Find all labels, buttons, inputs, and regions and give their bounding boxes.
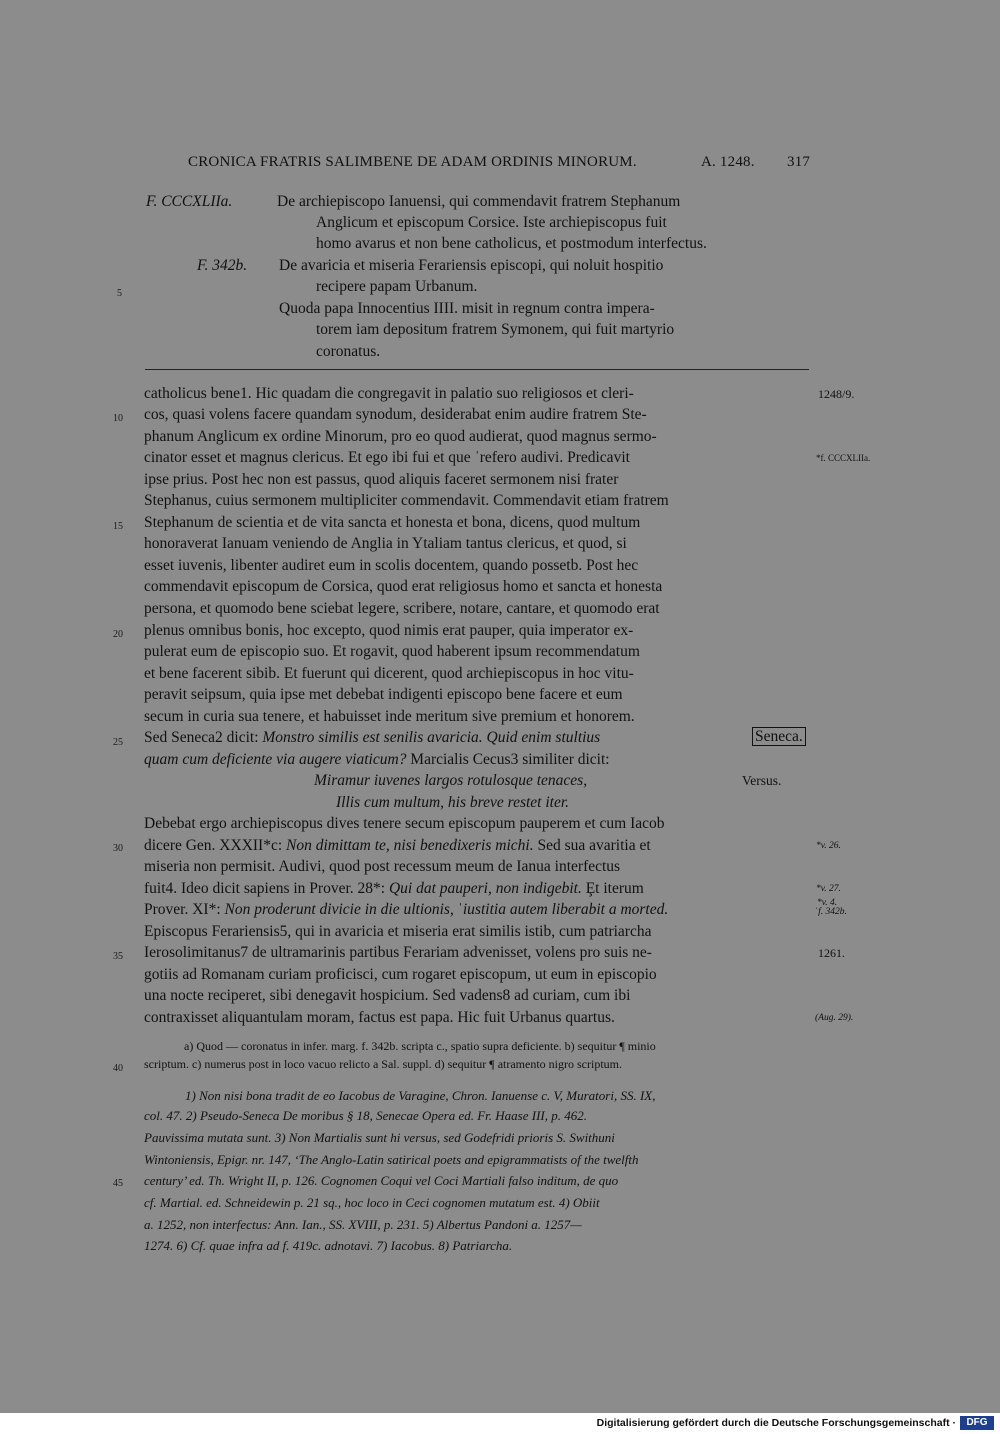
body-line: Prover. XI*: Non proderunt divicie in die ultionis, ˈiustitia autem liberabit a morted. [144,901,669,918]
seneca-box: Seneca. [752,728,806,746]
body-line: commendavit episcopum de Corsica, quod erat religiosus homo et sancta et honesta [144,578,663,595]
body-line: Ierosolimitanus7 de ultramarinis partibus Ferariam advenisset, volens pro suis ne- [144,944,652,961]
footnote-line: cf. Martial. ed. Schneidewin p. 21 sq., hoc loco in Ceci cognomen mutatum est. 4) Obiit [144,1195,600,1210]
toc-folio-2: F. 342b. [197,257,248,274]
running-head-title: CRONICA FRATRIS SALIMBENE DE ADAM ORDINIS MINORUM. [188,154,637,170]
body-line: pulerat eum de episcopio suo. Et rogavit, quod haberent ipsum recommendatum [144,643,640,660]
seneca-line-1 [144,729,600,747]
body-line: secum in curia sua tenere, et habuisset inde meritum sive premium et honorem. [144,708,635,725]
body-line: ipse prius. Post hec non est passus, quod aliquis faceret sermonem nisi frater [144,471,619,488]
margin-folio-342: ˈf. 342b. [815,907,847,917]
margin-year-2: 1261. [818,946,845,960]
seneca-line-2 [144,751,610,769]
body-line: Stephanus, cuius sermonem multipliciter commendavit. Commendavit etiam fratrem [144,492,669,509]
body-line: gotiis ad Romanam curiam proficisci, cum rogaret episcopum, ut eum in episcopio [144,966,657,983]
line-number: 35 [113,951,123,962]
body-line: phanum Anglicum ex ordine Minorum, pro eo quod audierat, quod magnus sermo- [144,428,657,445]
body-line: catholicus bene1. Hic quadam die congregavit in palatio suo religiosos et cleri- [144,385,634,402]
body-line: miseria non permisit. Audivi, quod post recessum meum de Ianua interfectus [144,858,621,875]
line-number: 40 [113,1063,123,1074]
toc-entry-2-line-1: De avaricia et miseria Ferariensis episcopi, qui noluit hospitio [279,257,664,274]
line-number: 20 [113,629,123,640]
toc-entry-1-line-1: De archiepiscopo Ianuensi, qui commendavit fratrem Stephanum [277,193,681,210]
footnote-line: Wintoniensis, Epigr. nr. 147, ‘The Anglo-Latin satirical poets and epigrammatists of the twelfth [144,1152,639,1167]
martial-intro: Marcialis Cecus3 similiter dicit: [406,751,610,768]
margin-verse-26: *v. 26. [816,841,841,851]
seneca-quote: Monstro similis est senilis avaricia. Quid enim stultius [262,729,601,746]
footnote-line: a. 1252, non interfectus: Ann. Ian., SS. XVIII, p. 231. 5) Albertus Pandoni a. 1257— [144,1217,582,1232]
body-line: Episcopus Ferariensis5, qui in avaricia et miseria erat similis istib, cum patriarcha [144,923,652,940]
margin-verse-27: *v. 27. [816,884,841,894]
verse-line-2: Illis cum multum, his breve restet iter. [336,794,570,811]
body-line: cos, quasi volens facere quandam synodum, desiderabat enim audire fratrem Ste- [144,406,647,423]
footnote-line: col. 47. 2) Pseudo-Seneca De moribus § 18, Senecae Opera ed. Fr. Haase III, p. 462. [144,1108,587,1123]
margin-date: (Aug. 29). [815,1013,854,1023]
margin-year: 1248/9. [818,387,855,401]
funding-footer [0,1413,1000,1434]
body-line: Stephanum de scientia et de vita sancta et honesta et bona, dicens, quod multum [144,514,641,531]
line-number: 10 [113,413,123,424]
running-head-year: A. 1248. [701,154,755,170]
toc-entry-1-line-2: Anglicum et episcopum Corsice. Iste archiepiscopus fuit [316,214,667,231]
body-line: contraxisset aliquantulam moram, factus est papa. Hic fuit Urbanus quartus. [144,1009,615,1026]
body-line: dicere Gen. XXXII*c: Non dimittam te, nisi benedixeris michi. Sed sua avaritia et [144,837,651,854]
toc-entry-3-line-1: Quoda papa Innocentius IIII. misit in regnum contra impera- [279,300,655,317]
margin-folio: *f. CCCXLIIa. [816,453,871,463]
line-number: 45 [113,1178,123,1189]
body-line: Debebat ergo archiepiscopus dives tenere secum episcopum pauperem et cum Iacob [144,815,665,832]
apparatus-line: a) Quod — coronatus in infer. marg. f. 342b. scripta c., spatio supra deficiente. b) sequitur ¶ minio [184,1039,656,1053]
funding-text: Digitalisierung gefördert durch die Deutsche Forschungsgemeinschaft · [596,1417,956,1429]
body-line: honoraverat Ianuam veniendo de Anglia in Ytaliam tantus clericus, et quod, si [144,535,627,552]
line-number: 5 [117,288,122,299]
body-line: cinator esset et magnus clericus. Et ego ibi fui et que ˈrefero audivi. Predicavit [144,449,630,466]
margin-verse-4: *v. 4. [817,898,838,908]
line-number: 25 [113,737,123,748]
toc-entry-3-line-2: torem iam depositum fratrem Symonem, qui fuit martyrio [316,321,675,338]
toc-entry-2-line-2: recipere papam Urbanum. [316,278,478,295]
separator-rule [145,369,809,370]
seneca-intro: Sed Seneca2 dicit: [144,729,263,746]
body-line: esset iuvenis, libenter audiret eum in scolis docentem, quando possetb. Post hec [144,557,639,574]
page-number: 317 [787,154,811,170]
seneca-quote-end: quam cum deficiente via augere viaticum? [144,751,407,768]
line-number: 30 [113,843,123,854]
body-line: et bene facerent sibib. Et fuerunt qui dicerent, quod archiepiscopus in hoc vitu- [144,665,634,682]
body-line: persona, et quomodo bene sciebat legere, scribere, notare, cantare, et quomodo erat [144,600,660,617]
verse-note: Versus. [742,773,782,788]
footnote-line: Pauvissima mutata sunt. 3) Non Martialis sunt hi versus, sed Godefridi prioris S. Swithuni [144,1130,615,1145]
footnote-line: 1) Non nisi bona tradit de eo Iacobus de Varagine, Chron. Ianuense c. V, Muratori, SS. IX, [185,1088,656,1103]
line-number: 15 [113,521,123,532]
footnote-line: century’ ed. Th. Wright II, p. 126. Cognomen Coqui vel Coci Martiali falso inditum, de quo [144,1173,619,1188]
body-line: fuit4. Ideo dicit sapiens in Prover. 28*: Qui dat pauperi, non indigebit. Ȩt iterum [144,880,644,897]
body-line: peravit seipsum, quia ipse met debebat indigenti episcopo bene facere et eum [144,686,623,703]
toc-folio-1: F. CCCXLIIa. [146,193,233,210]
apparatus-line: scriptum. c) numerus post in loco vacuo relicto a Sal. suppl. d) sequitur ¶ atramento nigro scriptum. [144,1057,623,1071]
verse-line-1: Miramur iuvenes largos rotulosque tenaces, [314,772,588,789]
toc-entry-3-line-3: coronatus. [316,343,381,360]
body-line: plenus omnibus bonis, hoc excepto, quod nimis erat pauper, quia imperator ex- [144,622,634,639]
toc-entry-1-line-3: homo avarus et non bene catholicus, et postmodum interfectus. [316,235,707,252]
body-line: una nocte reciperet, sibi denegavit hospicium. Sed vadens8 ad curiam, cum ibi [144,987,631,1004]
dfg-logo[interactable]: DFG [960,1416,994,1430]
footnote-line: 1274. 6) Cf. quae infra ad f. 419c. adnotavi. 7) Iacobus. 8) Patriarcha. [144,1238,513,1253]
